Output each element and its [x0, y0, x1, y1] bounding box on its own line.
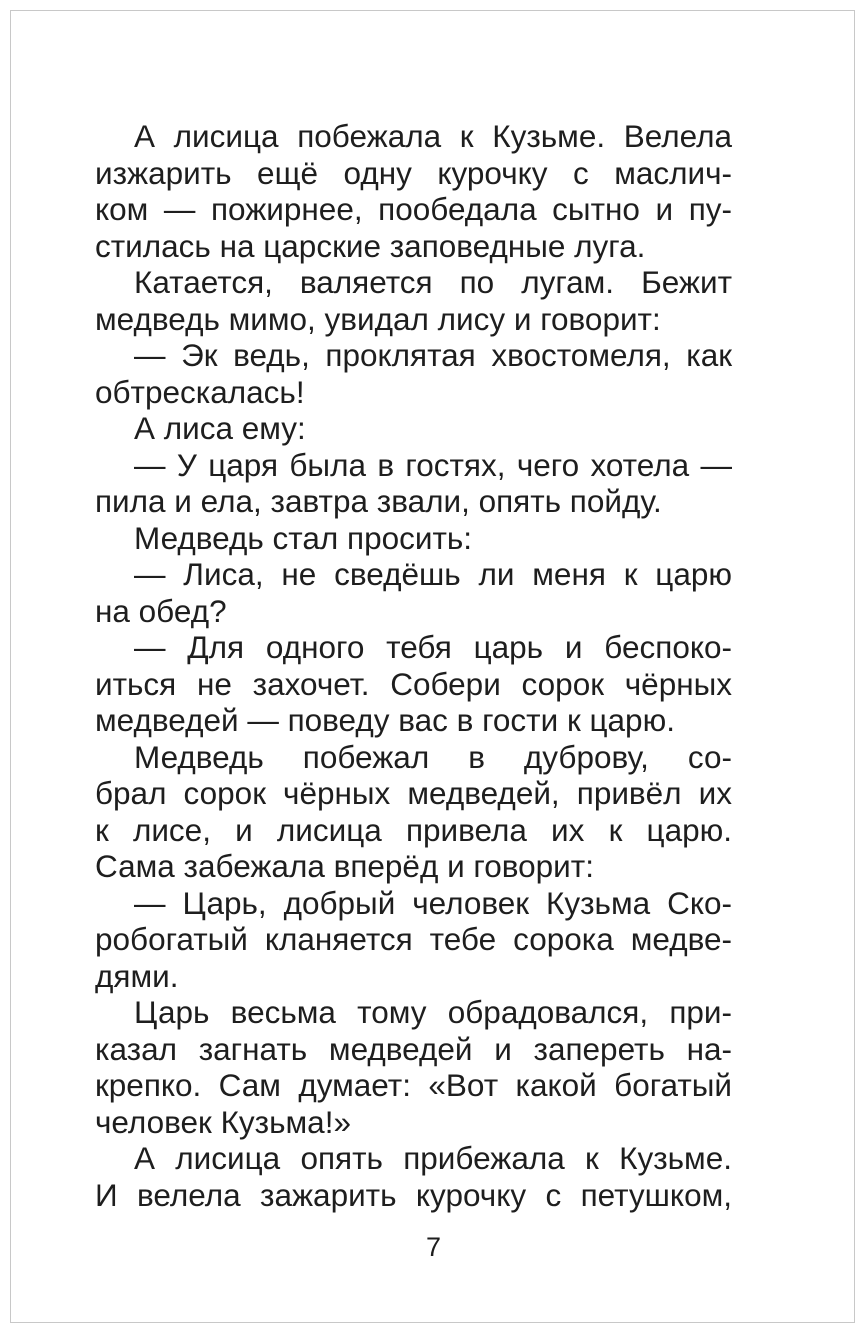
paragraph [95, 118, 732, 264]
story-text [95, 118, 732, 1213]
paragraph [95, 1140, 732, 1213]
paragraph [95, 629, 732, 739]
text-line: брал сорок чёрных медведей, привёл их [95, 775, 732, 811]
text-line: И велела зажарить курочку с петушком, [95, 1176, 732, 1213]
text-line: А лисица опять прибежала к Кузьме. [134, 1140, 732, 1176]
text-line: иться не захочет. Собери сорок чёрных [95, 665, 732, 702]
paragraph [95, 885, 732, 995]
paragraph [95, 264, 732, 337]
text-line: робогатый кланяется тебе сорока медве- [95, 921, 732, 957]
paragraph [95, 520, 732, 557]
text-line: изжарить ещё одну курочку с маслич- [95, 154, 732, 191]
text-line: обтрескалась! [95, 373, 305, 410]
paragraph [95, 739, 732, 885]
paragraph [95, 337, 732, 410]
text-line: на обед? [95, 592, 227, 629]
text-line: Царь весьма тому обрадовался, при- [134, 994, 732, 1030]
text-line: крепко. Сам думает: «Вот какой богатый [95, 1067, 732, 1103]
text-line: человек Кузьма!» [95, 1103, 351, 1140]
text-line: к лисе, и лисица привела их к царю. [95, 811, 732, 848]
paragraph [95, 410, 732, 447]
paragraph [95, 994, 732, 1140]
paragraph [95, 556, 732, 629]
text-line: медведей — поведу вас в гости к царю. [95, 702, 675, 738]
page-number: 7 [425, 1232, 442, 1262]
text-line: стилась на царские заповедные луга. [95, 227, 646, 264]
text-line: А лиса ему: [134, 410, 306, 446]
paragraph [95, 447, 732, 520]
text-line: Катается, валяется по лугам. Бежит [134, 264, 732, 300]
text-line: — У царя была в гостях, чего хотела — [134, 446, 732, 483]
text-line: ком — пожирнее, пообедала сытно и пу- [95, 191, 732, 227]
text-line: — Эк ведь, проклятая хвостомеля, как [134, 337, 732, 373]
text-line: дями. [95, 957, 179, 994]
text-line: медведь мимо, увидал лису и говорит: [95, 300, 661, 337]
text-line: А лисица побежала к Кузьме. Велела [134, 118, 732, 154]
text-line: — Для одного тебя царь и беспоко- [134, 629, 732, 665]
text-line: Медведь стал просить: [134, 519, 473, 556]
text-line: — Лиса, не сведёшь ли меня к царю [134, 556, 732, 592]
text-line: Медведь побежал в дуброву, со- [134, 738, 732, 775]
text-line: — Царь, добрый человек Кузьма Ско- [134, 884, 732, 921]
text-line: Сама забежала вперёд и говорит: [95, 848, 594, 884]
text-line: казал загнать медведей и запереть на- [95, 1030, 732, 1067]
text-line: пила и ела, завтра звали, опять пойду. [95, 483, 662, 519]
